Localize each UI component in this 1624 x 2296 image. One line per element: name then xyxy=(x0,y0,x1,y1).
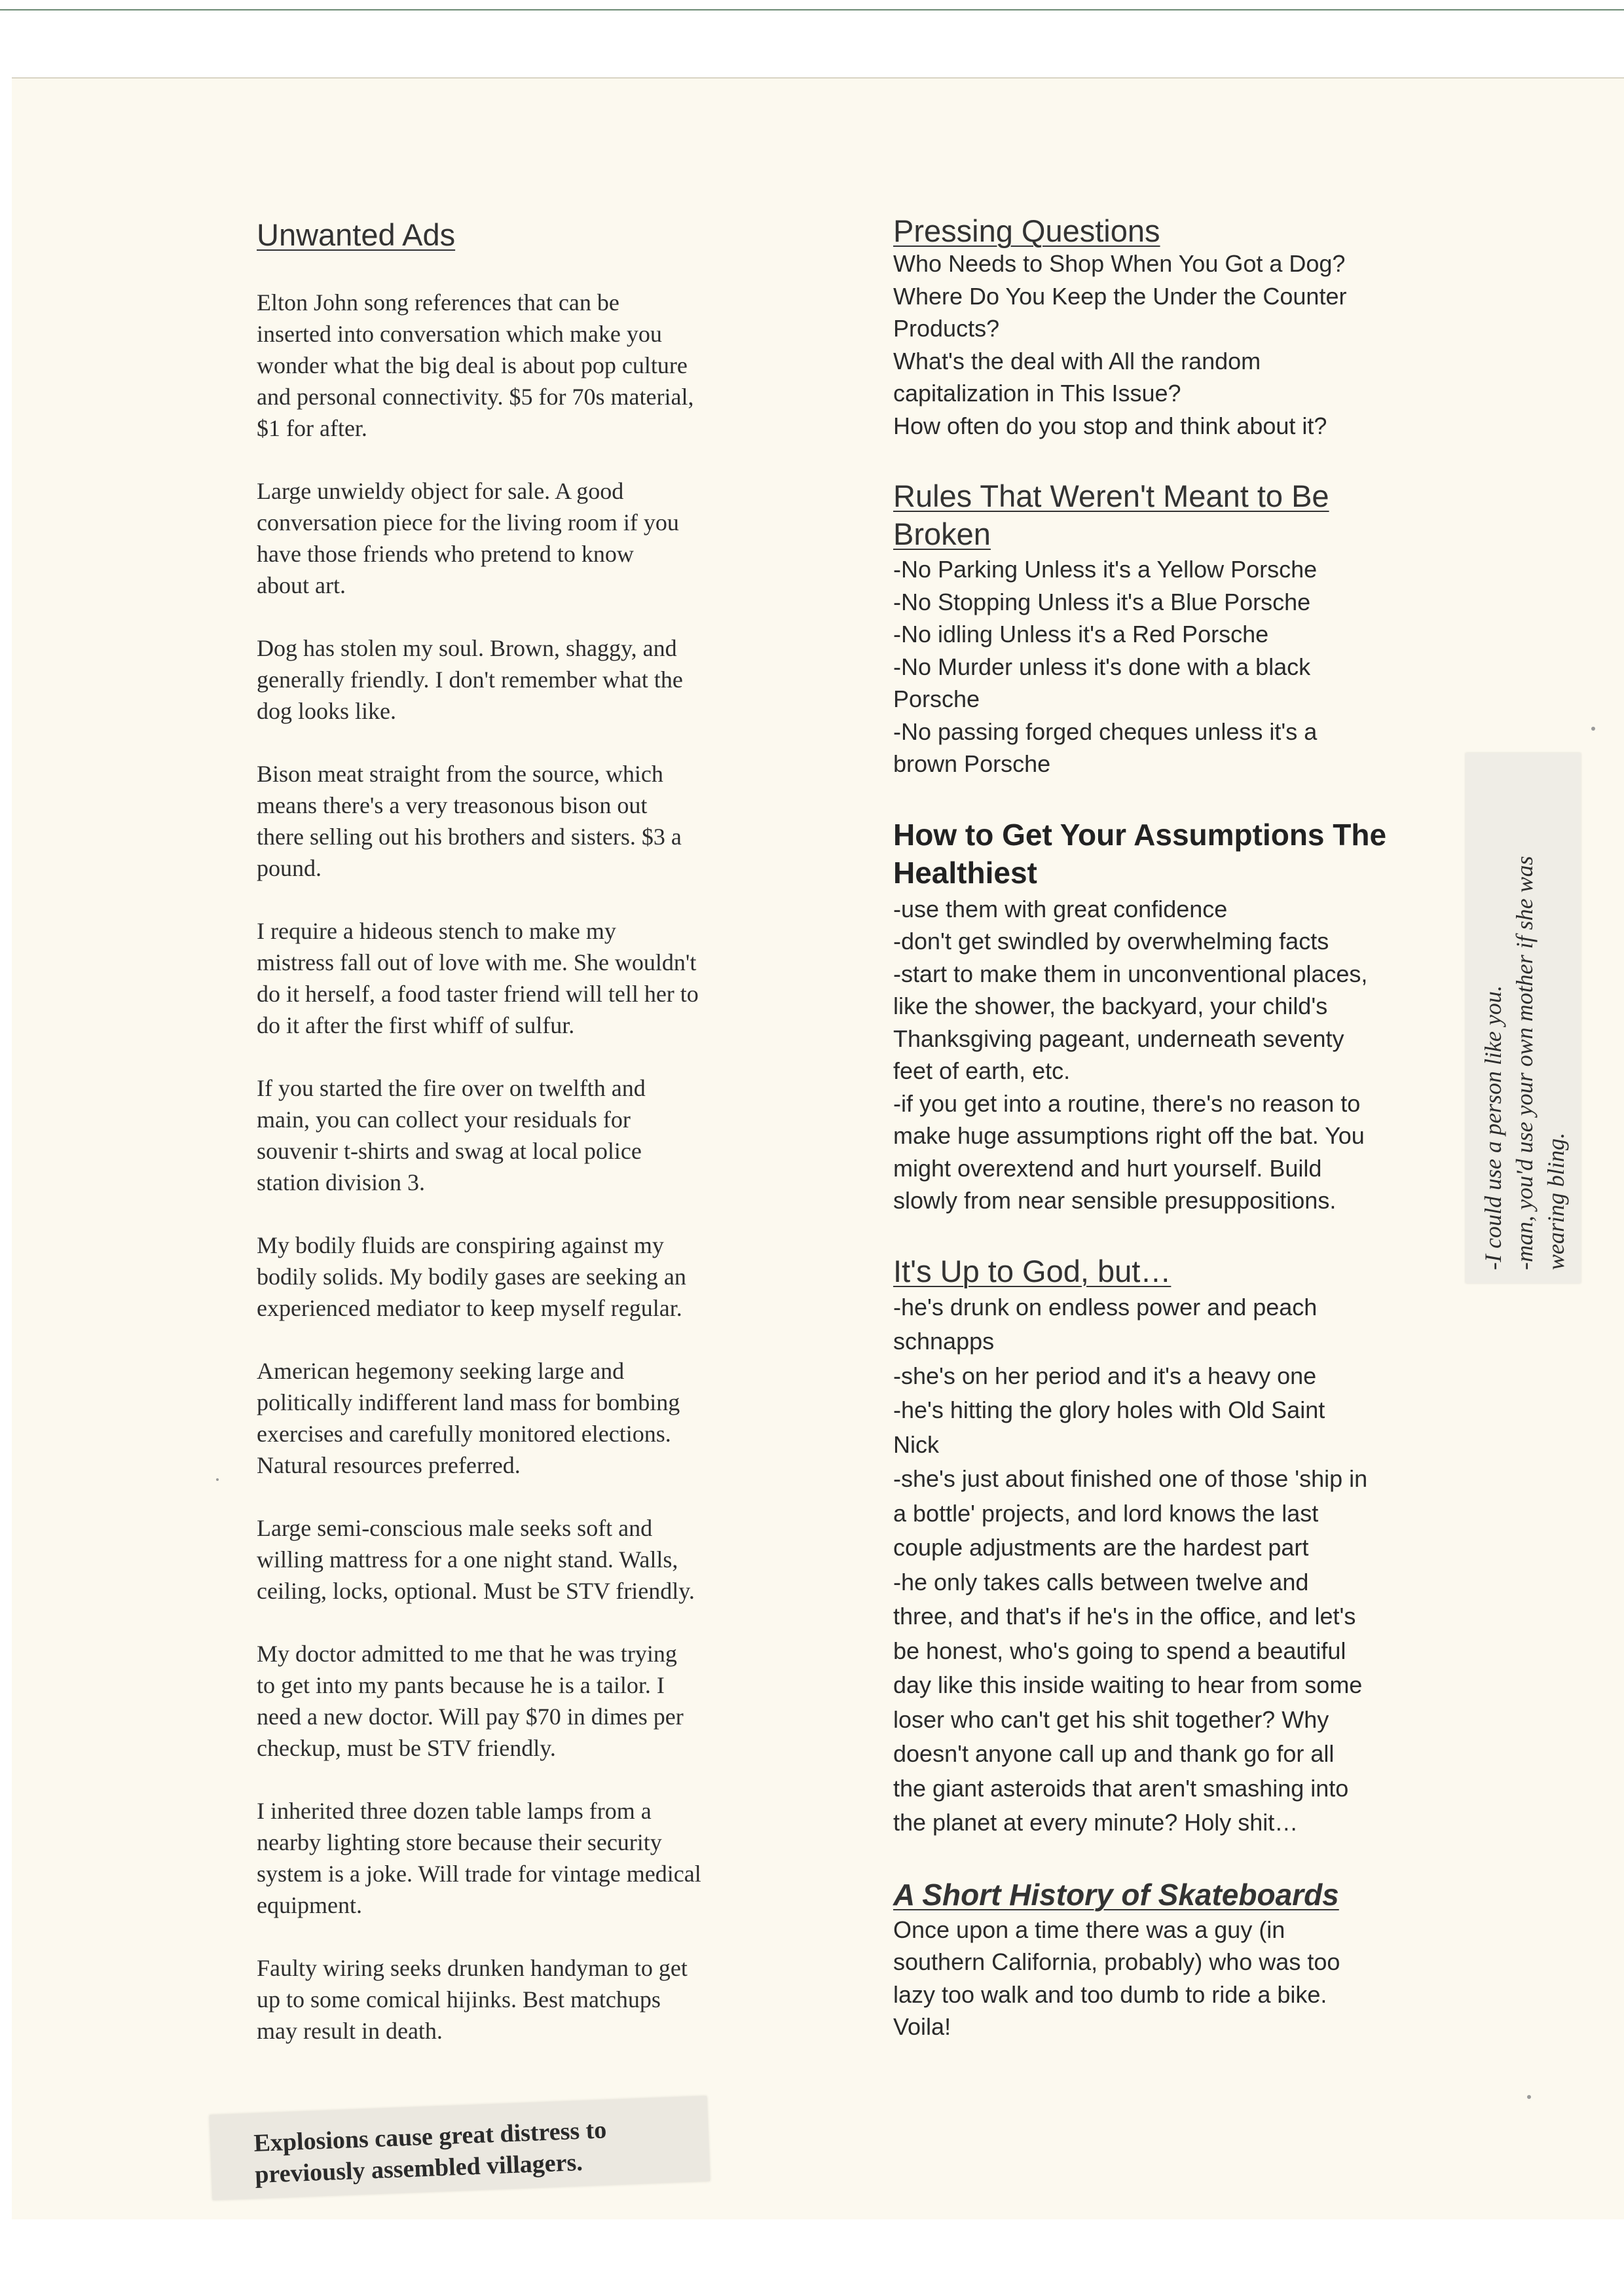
ad-item xyxy=(257,1512,820,1607)
ad-item xyxy=(257,915,820,1041)
ad-line: generally friendly. I don't remember what the xyxy=(257,666,683,693)
text-line: -don't get swindled by overwhelming facts xyxy=(893,928,1329,955)
up-to-god-list xyxy=(893,1290,1443,1840)
ad-line: My doctor admitted to me that he was trying xyxy=(257,1641,677,1667)
pressing-questions-heading: Pressing Questions xyxy=(893,213,1160,248)
skateboards-paragraph xyxy=(893,1914,1443,2043)
text-line: lazy too walk and too dumb to ride a bike. xyxy=(893,1980,1327,2008)
text-line: feet of earth, etc. xyxy=(893,1057,1071,1084)
text-line: loser who can't get his shit together? Why xyxy=(893,1705,1329,1733)
ad-line: $1 for after. xyxy=(257,415,367,441)
side-note-line: wearing bling. xyxy=(1543,1132,1569,1270)
text-line: -he only takes calls between twelve and xyxy=(893,1568,1309,1595)
text-line: day like this inside waiting to hear from some xyxy=(893,1671,1363,1698)
ad-line: Bison meat straight from the source, which xyxy=(257,761,663,787)
ad-line: bodily solids. My bodily gases are seeking an xyxy=(257,1264,686,1290)
ad-item xyxy=(257,475,820,601)
ad-line: equipment. xyxy=(257,1892,362,1918)
text-line: How often do you stop and think about it? xyxy=(893,412,1327,439)
ad-line: inserted into conversation which make you xyxy=(257,321,662,347)
text-line: might overextend and hurt yourself. Build xyxy=(893,1154,1322,1182)
side-note-line: -I could use a person like you. xyxy=(1480,985,1506,1270)
ad-line: have those friends who pretend to know xyxy=(257,541,634,567)
up-to-god-section xyxy=(893,1252,1443,1840)
pasted-caption-line: previously assembled villagers. xyxy=(254,2148,583,2189)
text-line: schnapps xyxy=(893,1328,995,1355)
ad-line: about art. xyxy=(257,572,346,598)
rules-section xyxy=(893,477,1443,780)
text-line: -No Murder unless it's done with a black xyxy=(893,653,1311,680)
scan-speck xyxy=(1591,727,1595,731)
ad-item xyxy=(257,632,820,727)
ad-line: do it after the first whiff of sulfur. xyxy=(257,1012,575,1038)
rules-heading-line: Broken xyxy=(893,517,991,551)
text-line: Porsche xyxy=(893,685,980,712)
text-line: Nick xyxy=(893,1430,939,1458)
text-line: -No Parking Unless it's a Yellow Porsche xyxy=(893,556,1318,583)
pasted-caption-text xyxy=(253,2111,688,2191)
text-line: -he's hitting the glory holes with Old Saint xyxy=(893,1396,1325,1423)
text-line: slowly from near sensible presuppositions. xyxy=(893,1187,1337,1214)
ad-line: Dog has stolen my soul. Brown, shaggy, and xyxy=(257,635,677,661)
pressing-questions-section xyxy=(893,215,1443,442)
text-line: the giant asteroids that aren't smashing into xyxy=(893,1774,1349,1802)
ad-line: American hegemony seeking large and xyxy=(257,1358,625,1384)
ad-item xyxy=(257,1355,820,1481)
ad-line: dog looks like. xyxy=(257,698,396,724)
text-line: Thanksgiving pageant, underneath seventy xyxy=(893,1025,1344,1052)
assumptions-list xyxy=(893,893,1443,1217)
ad-line: My bodily fluids are conspiring against my xyxy=(257,1232,664,1258)
ad-line: wonder what the big deal is about pop culture xyxy=(257,352,688,378)
ad-item xyxy=(257,1072,820,1198)
ad-line: Natural resources preferred. xyxy=(257,1452,521,1478)
ad-line: system is a joke. Will trade for vintage medical xyxy=(257,1861,701,1887)
ad-line: Faulty wiring seeks drunken handyman to get xyxy=(257,1955,688,1981)
text-line: -No idling Unless it's a Red Porsche xyxy=(893,621,1269,647)
ad-item xyxy=(257,287,820,444)
text-line: -she's just about finished one of those 'ship in xyxy=(893,1465,1368,1492)
ad-line: mistress fall out of love with me. She wouldn't xyxy=(257,949,697,975)
ad-line: station division 3. xyxy=(257,1169,426,1195)
up-to-god-heading: It's Up to God, but… xyxy=(893,1253,1172,1288)
text-line: Products? xyxy=(893,315,1000,342)
assumptions-heading-line: Healthiest xyxy=(893,855,1037,890)
skateboards-section xyxy=(893,1876,1443,2043)
scan-speck xyxy=(1527,2095,1531,2099)
unwanted-ads-column xyxy=(257,216,820,2078)
right-column xyxy=(893,215,1443,2079)
rules-heading xyxy=(893,477,1443,553)
ad-item xyxy=(257,1638,820,1764)
text-line: a bottle' projects, and lord knows the last xyxy=(893,1499,1319,1527)
ad-line: main, you can collect your residuals for xyxy=(257,1106,631,1133)
ad-line: If you started the fire over on twelfth and xyxy=(257,1075,646,1101)
text-line: -use them with great confidence xyxy=(893,895,1228,922)
text-line: Voila! xyxy=(893,2013,951,2040)
ad-line: to get into my pants because he is a tailor. I xyxy=(257,1672,665,1698)
assumptions-heading xyxy=(893,816,1443,892)
unwanted-ads-heading: Unwanted Ads xyxy=(257,217,456,252)
text-line: What's the deal with All the random xyxy=(893,347,1261,374)
ad-line: there selling out his brothers and sisters. $3 a xyxy=(257,824,682,850)
rules-list xyxy=(893,553,1443,780)
text-line: three, and that's if he's in the office, and let's xyxy=(893,1603,1356,1630)
text-line: Who Needs to Shop When You Got a Dog? xyxy=(893,250,1346,277)
skateboards-heading: A Short History of Skateboards xyxy=(893,1877,1339,1912)
ad-item xyxy=(257,1230,820,1324)
pasted-caption-line: Explosions cause great distress to xyxy=(253,2116,607,2158)
text-line: like the shower, the backyard, your child's xyxy=(893,993,1328,1019)
text-line: couple adjustments are the hardest part xyxy=(893,1534,1309,1561)
ad-line: experienced mediator to keep myself regular. xyxy=(257,1295,682,1321)
ad-line: Elton John song references that can be xyxy=(257,289,619,316)
ad-line: I require a hideous stench to make my xyxy=(257,918,616,944)
text-line: southern California, probably) who was too xyxy=(893,1948,1340,1975)
ad-line: Large unwieldy object for sale. A good xyxy=(257,478,624,504)
text-line: doesn't anyone call up and thank go for all xyxy=(893,1740,1335,1767)
text-line: the planet at every minute? Holy shit… xyxy=(893,1809,1299,1836)
text-line: -No Stopping Unless it's a Blue Porsche xyxy=(893,588,1311,615)
scan-speck xyxy=(216,1478,219,1481)
scan-edge-line xyxy=(0,9,1624,10)
text-line: brown Porsche xyxy=(893,750,1051,777)
side-note-line: -man, you'd use your own mother if she was xyxy=(1511,856,1538,1270)
rules-heading-line: Rules That Weren't Meant to Be xyxy=(893,479,1329,513)
pressing-questions-list xyxy=(893,247,1443,442)
text-line: Where Do You Keep the Under the Counter xyxy=(893,282,1347,310)
ad-line: ceiling, locks, optional. Must be STV friendly. xyxy=(257,1578,695,1604)
ad-line: and personal connectivity. $5 for 70s material, xyxy=(257,384,694,410)
ad-line: exercises and carefully monitored elections. xyxy=(257,1421,671,1447)
text-line: Once upon a time there was a guy (in xyxy=(893,1916,1285,1943)
ad-line: need a new doctor. Will pay $70 in dimes per xyxy=(257,1704,684,1730)
text-line: -start to make them in unconventional places, xyxy=(893,960,1368,987)
assumptions-heading-line: How to Get Your Assumptions The xyxy=(893,817,1387,852)
ad-line: I inherited three dozen table lamps from a xyxy=(257,1798,652,1824)
text-line: -he's drunk on endless power and peach xyxy=(893,1293,1318,1321)
ad-line: politically indifferent land mass for bombing xyxy=(257,1389,680,1415)
text-line: -she's on her period and it's a heavy one xyxy=(893,1362,1317,1389)
text-line: -No passing forged cheques unless it's a xyxy=(893,718,1318,745)
ad-line: means there's a very treasonous bison out xyxy=(257,792,648,818)
text-line: be honest, who's going to spend a beautiful xyxy=(893,1637,1346,1664)
ads-list xyxy=(257,287,820,2047)
ad-line: Large semi-conscious male seeks soft and xyxy=(257,1515,653,1541)
ad-line: souvenir t-shirts and swag at local police xyxy=(257,1138,642,1164)
ad-line: do it herself, a food taster friend will tell her to xyxy=(257,981,699,1007)
assumptions-section xyxy=(893,816,1443,1217)
ad-item xyxy=(257,758,820,884)
ad-item xyxy=(257,1795,820,1921)
text-line: capitalization in This Issue? xyxy=(893,380,1181,407)
ad-line: checkup, must be STV friendly. xyxy=(257,1735,556,1761)
text-line: -if you get into a routine, there's no reason to xyxy=(893,1089,1361,1117)
ad-line: nearby lighting store because their security xyxy=(257,1829,662,1855)
ad-item xyxy=(257,1952,820,2047)
side-note-text xyxy=(1477,753,1572,1270)
ad-line: willing mattress for a one night stand. Walls, xyxy=(257,1546,678,1573)
ad-line: pound. xyxy=(257,855,322,881)
text-line: make huge assumptions right off the bat. You xyxy=(893,1122,1365,1149)
ad-line: up to some comical hijinks. Best matchups xyxy=(257,1986,661,2013)
ad-line: conversation piece for the living room if you xyxy=(257,509,679,536)
ad-line: may result in death. xyxy=(257,2018,443,2044)
